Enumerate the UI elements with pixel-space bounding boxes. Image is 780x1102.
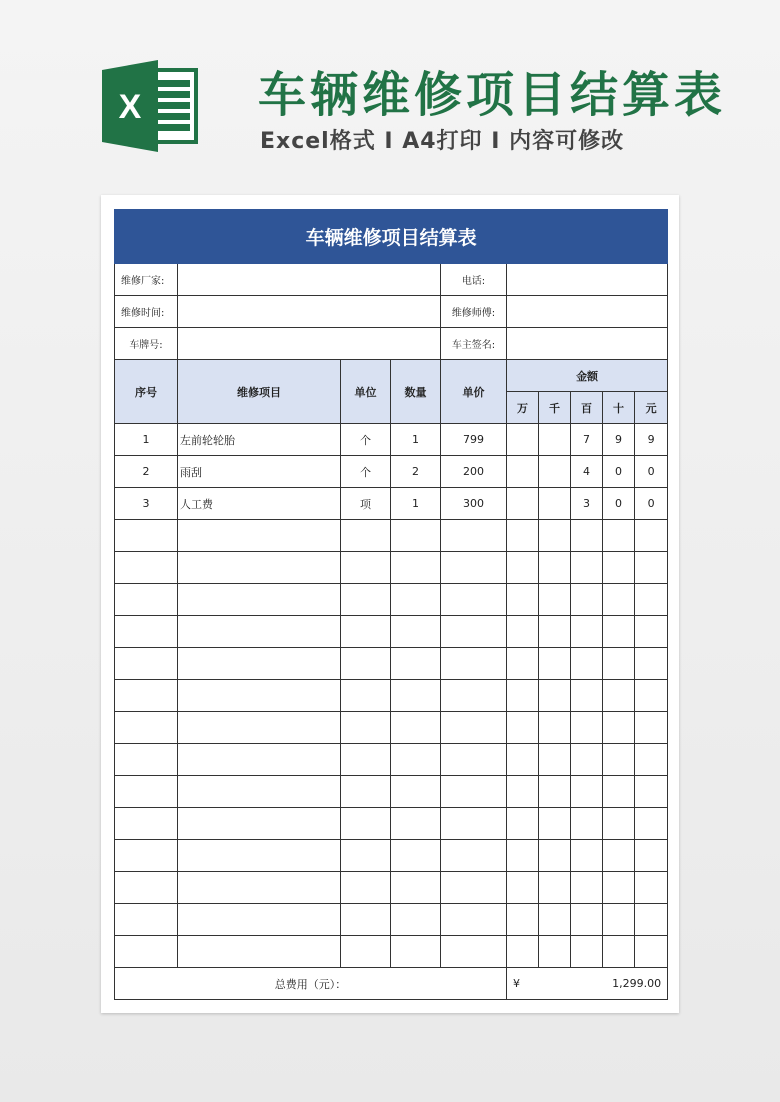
table-row — [115, 840, 668, 872]
row-amount-digit[interactable] — [571, 616, 603, 648]
row-item[interactable] — [178, 744, 341, 776]
row-amount-digit[interactable] — [539, 744, 571, 776]
row-amount-digit[interactable] — [603, 872, 635, 904]
row-amount-digit[interactable]: 0 — [635, 456, 668, 488]
row-qty[interactable] — [391, 904, 441, 936]
header-no: 序号 — [115, 360, 178, 424]
header-price: 单价 — [441, 360, 507, 424]
row-amount-digit[interactable] — [571, 584, 603, 616]
row-amount-digit[interactable] — [539, 904, 571, 936]
plate-field[interactable] — [178, 328, 441, 360]
row-item[interactable] — [178, 520, 341, 552]
row-amount-digit[interactable] — [507, 552, 539, 584]
time-label: 维修时间: — [115, 296, 178, 328]
row-qty[interactable] — [391, 616, 441, 648]
row-amount-digit[interactable] — [571, 904, 603, 936]
row-amount-digit[interactable] — [603, 840, 635, 872]
row-price[interactable] — [441, 872, 507, 904]
row-amount-digit[interactable] — [635, 584, 668, 616]
sheet-paper — [101, 195, 679, 1013]
row-amount-digit[interactable] — [539, 712, 571, 744]
row-unit[interactable] — [341, 712, 391, 744]
row-amount-digit[interactable] — [507, 808, 539, 840]
row-unit[interactable] — [341, 808, 391, 840]
row-no[interactable] — [115, 808, 178, 840]
row-amount-digit[interactable] — [603, 520, 635, 552]
row-amount-digit[interactable] — [539, 936, 571, 968]
row-amount-digit[interactable] — [635, 872, 668, 904]
row-item[interactable] — [178, 904, 341, 936]
owner-sign-field[interactable] — [507, 328, 668, 360]
row-amount-digit[interactable] — [507, 488, 539, 520]
header-digit: 十 — [603, 392, 635, 424]
row-item[interactable] — [178, 616, 341, 648]
row-price[interactable] — [441, 616, 507, 648]
phone-label: 电话: — [441, 264, 507, 296]
row-amount-digit[interactable] — [507, 616, 539, 648]
row-amount-digit[interactable] — [603, 648, 635, 680]
total-cell — [507, 968, 668, 1000]
table-row — [115, 904, 668, 936]
row-amount-digit[interactable] — [539, 616, 571, 648]
header-amount: 金额 — [507, 360, 668, 392]
row-no[interactable] — [115, 616, 178, 648]
row-amount-digit[interactable] — [635, 808, 668, 840]
row-amount-digit[interactable] — [603, 584, 635, 616]
header-item: 维修项目 — [178, 360, 341, 424]
table-row — [115, 872, 668, 904]
row-no[interactable]: 2 — [115, 456, 178, 488]
row-amount-digit[interactable] — [539, 456, 571, 488]
row-amount-digit[interactable] — [635, 744, 668, 776]
row-amount-digit[interactable] — [603, 744, 635, 776]
factory-label: 维修厂家: — [115, 264, 178, 296]
row-amount-digit[interactable] — [507, 840, 539, 872]
row-amount-digit[interactable] — [635, 552, 668, 584]
row-unit[interactable] — [341, 616, 391, 648]
row-amount-digit[interactable] — [539, 520, 571, 552]
header-digit: 万 — [507, 392, 539, 424]
table-row — [115, 680, 668, 712]
row-item[interactable] — [178, 552, 341, 584]
factory-field[interactable] — [178, 264, 441, 296]
row-amount-digit[interactable]: 0 — [603, 456, 635, 488]
row-item[interactable]: 人工费 — [178, 488, 341, 520]
row-no[interactable] — [115, 648, 178, 680]
row-item[interactable] — [178, 712, 341, 744]
row-amount-digit[interactable]: 9 — [635, 424, 668, 456]
row-unit[interactable] — [341, 520, 391, 552]
row-amount-digit[interactable] — [507, 584, 539, 616]
row-no[interactable] — [115, 712, 178, 744]
row-unit[interactable] — [341, 552, 391, 584]
banner-title: 车辆维修项目结算表 — [258, 67, 727, 123]
row-qty[interactable] — [391, 520, 441, 552]
table-row — [115, 712, 668, 744]
row-no[interactable] — [115, 680, 178, 712]
row-unit[interactable] — [341, 936, 391, 968]
row-amount-digit[interactable] — [507, 776, 539, 808]
row-amount-digit[interactable] — [539, 872, 571, 904]
row-price[interactable] — [441, 520, 507, 552]
row-price[interactable]: 799 — [441, 424, 507, 456]
row-amount-digit[interactable] — [571, 808, 603, 840]
row-qty[interactable] — [391, 808, 441, 840]
settlement-table — [114, 209, 668, 1000]
row-amount-digit[interactable] — [539, 840, 571, 872]
row-amount-digit[interactable] — [539, 776, 571, 808]
row-amount-digit[interactable] — [507, 424, 539, 456]
row-price[interactable] — [441, 936, 507, 968]
header-digit: 元 — [635, 392, 668, 424]
row-qty[interactable] — [391, 712, 441, 744]
row-price[interactable]: 200 — [441, 456, 507, 488]
row-unit[interactable] — [341, 776, 391, 808]
table-row — [115, 424, 668, 456]
row-qty[interactable]: 2 — [391, 456, 441, 488]
row-item[interactable] — [178, 936, 341, 968]
row-amount-digit[interactable] — [603, 680, 635, 712]
row-no[interactable] — [115, 776, 178, 808]
row-amount-digit[interactable] — [539, 424, 571, 456]
table-row — [115, 808, 668, 840]
row-amount-digit[interactable] — [571, 712, 603, 744]
row-price[interactable] — [441, 808, 507, 840]
table-row — [115, 616, 668, 648]
row-price[interactable] — [441, 712, 507, 744]
table-row — [115, 520, 668, 552]
row-amount-digit[interactable] — [571, 680, 603, 712]
row-price[interactable] — [441, 840, 507, 872]
row-qty[interactable] — [391, 648, 441, 680]
row-unit[interactable] — [341, 680, 391, 712]
row-no[interactable] — [115, 872, 178, 904]
row-price[interactable] — [441, 584, 507, 616]
row-amount-digit[interactable]: 9 — [603, 424, 635, 456]
total-label: 总费用（元）： — [115, 968, 507, 1000]
row-no[interactable]: 3 — [115, 488, 178, 520]
row-no[interactable] — [115, 840, 178, 872]
row-amount-digit[interactable] — [571, 648, 603, 680]
sheet-title: 车辆维修项目结算表 — [115, 210, 668, 264]
header-unit: 单位 — [341, 360, 391, 424]
row-amount-digit[interactable] — [603, 776, 635, 808]
row-amount-digit[interactable] — [571, 840, 603, 872]
plate-label: 车牌号: — [115, 328, 178, 360]
row-amount-digit[interactable] — [603, 712, 635, 744]
table-row — [115, 488, 668, 520]
row-item[interactable]: 雨刮 — [178, 456, 341, 488]
row-amount-digit[interactable] — [539, 680, 571, 712]
table-row — [115, 456, 668, 488]
row-qty[interactable] — [391, 680, 441, 712]
row-amount-digit[interactable] — [507, 712, 539, 744]
row-item[interactable] — [178, 680, 341, 712]
row-item[interactable] — [178, 872, 341, 904]
row-amount-digit[interactable]: 0 — [635, 488, 668, 520]
header-digit: 千 — [539, 392, 571, 424]
row-qty[interactable] — [391, 744, 441, 776]
row-amount-digit[interactable] — [603, 616, 635, 648]
row-amount-digit[interactable] — [539, 488, 571, 520]
row-amount-digit[interactable]: 7 — [571, 424, 603, 456]
row-amount-digit[interactable] — [635, 680, 668, 712]
row-amount-digit[interactable] — [539, 552, 571, 584]
row-amount-digit[interactable]: 3 — [571, 488, 603, 520]
row-amount-digit[interactable] — [507, 872, 539, 904]
row-amount-digit[interactable] — [603, 904, 635, 936]
row-amount-digit[interactable] — [635, 648, 668, 680]
row-amount-digit[interactable] — [635, 776, 668, 808]
row-unit[interactable]: 项 — [341, 488, 391, 520]
row-price[interactable]: 300 — [441, 488, 507, 520]
row-amount-digit[interactable] — [635, 616, 668, 648]
row-item[interactable] — [178, 840, 341, 872]
row-amount-digit[interactable] — [635, 840, 668, 872]
row-amount-digit[interactable] — [635, 712, 668, 744]
row-item[interactable] — [178, 584, 341, 616]
row-no[interactable] — [115, 904, 178, 936]
row-amount-digit[interactable] — [635, 936, 668, 968]
row-amount-digit[interactable] — [539, 648, 571, 680]
row-no[interactable] — [115, 936, 178, 968]
header-digit: 百 — [571, 392, 603, 424]
row-amount-digit[interactable] — [507, 936, 539, 968]
row-qty[interactable] — [391, 552, 441, 584]
row-qty[interactable] — [391, 584, 441, 616]
row-price[interactable] — [441, 776, 507, 808]
header-qty: 数量 — [391, 360, 441, 424]
row-price[interactable] — [441, 648, 507, 680]
table-row — [115, 648, 668, 680]
row-amount-digit[interactable] — [539, 808, 571, 840]
row-amount-digit[interactable]: 0 — [603, 488, 635, 520]
row-amount-digit[interactable] — [571, 936, 603, 968]
row-amount-digit[interactable] — [507, 744, 539, 776]
svg-text:X: X — [118, 88, 142, 126]
mechanic-label: 维修师傅: — [441, 296, 507, 328]
row-amount-digit[interactable] — [507, 520, 539, 552]
row-amount-digit[interactable] — [571, 520, 603, 552]
table-row — [115, 584, 668, 616]
row-qty[interactable] — [391, 872, 441, 904]
row-unit[interactable] — [341, 872, 391, 904]
mechanic-field[interactable] — [507, 296, 668, 328]
row-no[interactable] — [115, 552, 178, 584]
row-amount-digit[interactable] — [571, 872, 603, 904]
currency-symbol: ¥ — [513, 977, 520, 990]
row-qty[interactable] — [391, 936, 441, 968]
owner-sign-label: 车主签名: — [441, 328, 507, 360]
row-amount-digit[interactable] — [507, 648, 539, 680]
row-unit[interactable] — [341, 840, 391, 872]
row-amount-digit[interactable] — [635, 520, 668, 552]
row-qty[interactable] — [391, 776, 441, 808]
row-qty[interactable] — [391, 840, 441, 872]
row-unit[interactable] — [341, 584, 391, 616]
row-unit[interactable] — [341, 904, 391, 936]
row-amount-digit[interactable] — [603, 552, 635, 584]
table-row — [115, 936, 668, 968]
row-item[interactable] — [178, 648, 341, 680]
row-amount-digit[interactable]: 4 — [571, 456, 603, 488]
row-price[interactable] — [441, 904, 507, 936]
row-amount-digit[interactable] — [603, 936, 635, 968]
row-amount-digit[interactable] — [635, 904, 668, 936]
phone-field[interactable] — [507, 264, 668, 296]
table-row — [115, 744, 668, 776]
row-amount-digit[interactable] — [507, 904, 539, 936]
row-amount-digit[interactable] — [539, 584, 571, 616]
row-qty[interactable]: 1 — [391, 488, 441, 520]
row-amount-digit[interactable] — [507, 456, 539, 488]
time-field[interactable] — [178, 296, 441, 328]
row-item[interactable]: 左前轮轮胎 — [178, 424, 341, 456]
row-amount-digit[interactable] — [507, 680, 539, 712]
row-price[interactable] — [441, 552, 507, 584]
total-value: 1,299.00 — [612, 977, 662, 990]
row-no[interactable] — [115, 520, 178, 552]
row-item[interactable] — [178, 776, 341, 808]
row-qty[interactable]: 1 — [391, 424, 441, 456]
row-price[interactable] — [441, 680, 507, 712]
row-no[interactable]: 1 — [115, 424, 178, 456]
banner-subtitle: Excel格式 I A4打印 I 内容可修改 — [260, 129, 625, 154]
row-price[interactable] — [441, 744, 507, 776]
row-unit[interactable] — [341, 744, 391, 776]
row-item[interactable] — [178, 808, 341, 840]
row-amount-digit[interactable] — [571, 744, 603, 776]
excel-logo-icon — [102, 60, 198, 152]
row-unit[interactable]: 个 — [341, 456, 391, 488]
row-amount-digit[interactable] — [571, 776, 603, 808]
row-amount-digit[interactable] — [571, 552, 603, 584]
row-unit[interactable] — [341, 648, 391, 680]
row-no[interactable] — [115, 584, 178, 616]
table-row — [115, 552, 668, 584]
row-amount-digit[interactable] — [603, 808, 635, 840]
table-row — [115, 776, 668, 808]
row-unit[interactable]: 个 — [341, 424, 391, 456]
row-no[interactable] — [115, 744, 178, 776]
